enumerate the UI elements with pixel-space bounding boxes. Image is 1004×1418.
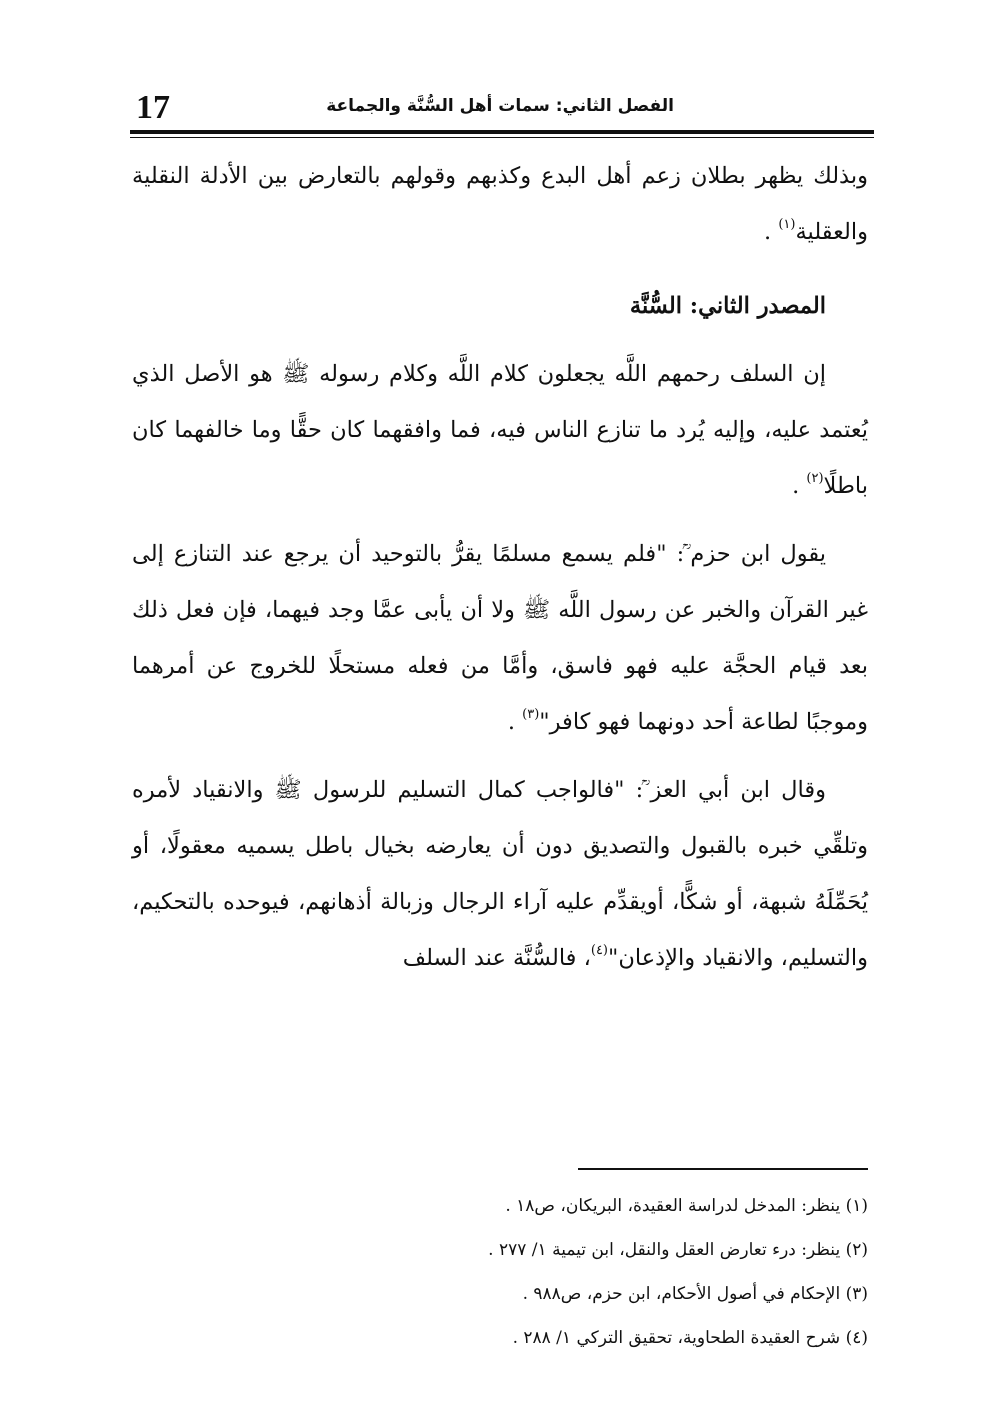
running-title: الفصل الثاني: سمات أهل السُّنَّة والجماعة xyxy=(326,96,674,116)
page-number: 17 xyxy=(136,89,170,126)
footnote-separator xyxy=(578,1168,868,1170)
paragraph-3 xyxy=(132,526,868,750)
footnote-ref-3[interactable]: (٣) xyxy=(522,707,540,722)
paragraph-3-end: . xyxy=(507,709,523,735)
paragraph-1-end: . xyxy=(764,219,779,245)
paragraph-1 xyxy=(132,148,868,260)
footnote-1: (١) ينظر: المدخل لدراسة العقيدة، البريكان، ص١٨ . xyxy=(505,1196,868,1216)
page-header xyxy=(130,84,874,132)
header-rule-thick xyxy=(130,130,874,134)
body-text xyxy=(132,148,868,998)
footnote-3: (٣) الإحكام في أصول الأحكام، ابن حزم، ص٩٨٨ . xyxy=(522,1284,868,1304)
footnote-ref-4[interactable]: (٤) xyxy=(590,943,608,958)
header-rule-thin xyxy=(130,137,874,138)
paragraph-3-text: يقول ابن حزم ؒ: "فلم يسمع مسلمًا يقرُّ بالتوحيد أن يرجع عند التنازع إلى غير القرآن والخبر عن رسول اللَّه ﷺ ولا أن يأبى عمَّا وجد فيهما، فإن فعل ذلك بعد قيام الحجَّة عليه فهو فاسق، وأمَّا من فعله مستحلًا للخروج عن أمرهما وموجبًا لطاعة أحد دونهما فهو كافر" xyxy=(132,541,868,735)
paragraph-4 xyxy=(132,762,868,986)
paragraph-2 xyxy=(132,346,868,514)
footnote-ref-2[interactable]: (٢) xyxy=(806,471,824,486)
paragraph-2-end: . xyxy=(792,473,807,499)
paragraph-2-text: إن السلف رحمهم اللَّه يجعلون كلام اللَّه وكلام رسوله ﷺ هو الأصل الذي يُعتمد عليه، وإليه يُرد ما تنازع الناس فيه، فما وافقهما كان حقًّا وما خالفهما كان باطلًا xyxy=(132,361,868,499)
section-heading: المصدر الثاني: السُّنَّة xyxy=(629,293,826,319)
footnote-ref-1[interactable]: (١) xyxy=(778,217,796,232)
paragraph-1-text: وبذلك يظهر بطلان زعم أهل البدع وكذبهم وقولهم بالتعارض بين الأدلة النقلية والعقلية xyxy=(132,163,868,245)
footnote-2: (٢) ينظر: درء تعارض العقل والنقل، ابن تيمية ١/ ٢٧٧ . xyxy=(488,1240,868,1260)
paragraph-4-end: ، فالسُّنَّة عند السلف xyxy=(402,945,591,971)
footnote-4: (٤) شرح العقيدة الطحاوية، تحقيق التركي ١/ ٢٨٨ . xyxy=(512,1328,868,1348)
paragraph-4-text: وقال ابن أبي العز ؒ: "فالواجب كمال التسليم للرسول ﷺ والانقياد لأمره وتلقِّي خبره بالقبول والتصديق دون أن يعارضه بخيال باطل يسميه معقولًا، أو يُحَمِّلَهُ شبهة، أو شكًّا، أويقدِّم عليه آراء الرجال وزبالة أذهانهم، فيوحده بالتحكيم، والتسليم، والانقياد والإذعان" xyxy=(132,777,868,971)
footnotes xyxy=(132,1184,868,1360)
